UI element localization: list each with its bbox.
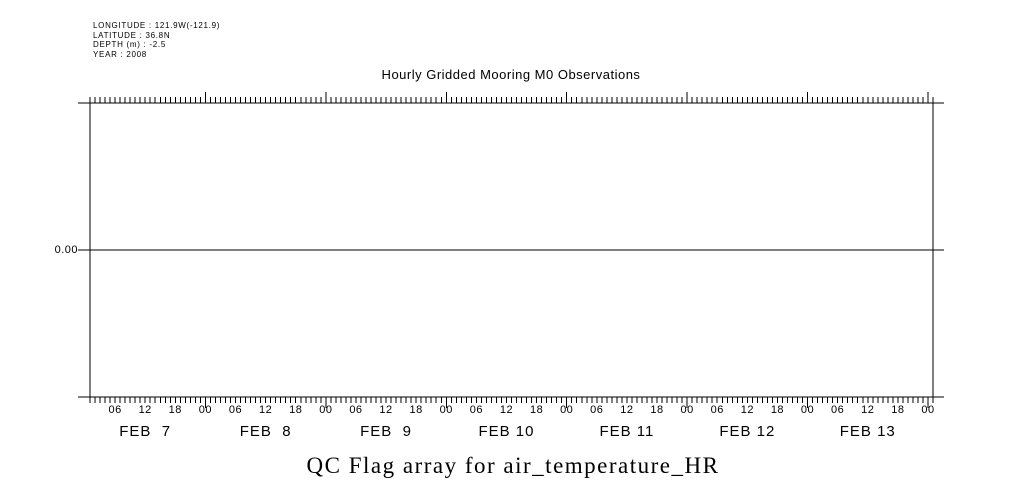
x-day-label: FEB 9 bbox=[360, 423, 412, 440]
x-hour-label: 00 bbox=[198, 404, 213, 416]
x-hour-label: 00 bbox=[319, 404, 333, 416]
chart-caption: QC Flag array for air_temperature_HR bbox=[306, 453, 720, 478]
x-hour-label: 18 bbox=[289, 404, 303, 416]
x-hour-label: 06 bbox=[228, 404, 243, 416]
x-hour-label: 00 bbox=[560, 404, 574, 416]
x-hour-label: 18 bbox=[650, 404, 664, 416]
x-hour-label: 06 bbox=[349, 404, 363, 416]
x-hour-label: 06 bbox=[710, 404, 724, 416]
x-hour-label: 18 bbox=[529, 404, 544, 416]
x-day-label: FEB 8 bbox=[239, 423, 292, 440]
x-hour-label: 12 bbox=[620, 404, 634, 416]
x-hour-label: 18 bbox=[168, 404, 182, 416]
x-hour-label: 00 bbox=[439, 404, 453, 416]
x-hour-label: 18 bbox=[770, 404, 785, 416]
x-hour-label: 06 bbox=[590, 404, 604, 416]
x-hour-label: 06 bbox=[108, 404, 122, 416]
x-day-label: FEB 7 bbox=[119, 423, 172, 440]
x-day-label: FEB 12 bbox=[719, 423, 776, 440]
x-hour-label: 12 bbox=[138, 404, 152, 416]
x-hour-label: 18 bbox=[891, 404, 905, 416]
meta-longitude: LONGITUDE : 121.9W(-121.9) bbox=[93, 21, 221, 30]
x-hour-label: 12 bbox=[861, 404, 875, 416]
x-hour-label: 18 bbox=[409, 404, 423, 416]
meta-depth: DEPTH (m) : -2.5 bbox=[93, 40, 166, 49]
x-hour-label: 12 bbox=[259, 404, 273, 416]
x-hour-label: 06 bbox=[469, 404, 483, 416]
x-hour-label: 12 bbox=[499, 404, 514, 416]
x-hour-label: 12 bbox=[740, 404, 754, 416]
meta-year: YEAR : 2008 bbox=[93, 49, 147, 59]
x-hour-label: 00 bbox=[921, 404, 935, 416]
y-tick-label-zero: 0.00 bbox=[54, 244, 78, 256]
meta-latitude: LATITUDE : 36.8N bbox=[93, 30, 171, 40]
x-day-label: FEB 10 bbox=[478, 423, 535, 440]
x-hour-label: 06 bbox=[831, 404, 845, 416]
x-hour-label: 00 bbox=[680, 404, 694, 416]
x-day-label: FEB 11 bbox=[599, 423, 655, 440]
x-day-label: FEB 13 bbox=[839, 423, 896, 440]
chart-title: Hourly Gridded Mooring M0 Observations bbox=[381, 67, 641, 82]
x-hour-label: 12 bbox=[379, 404, 393, 416]
x-hour-label: 00 bbox=[800, 404, 815, 416]
